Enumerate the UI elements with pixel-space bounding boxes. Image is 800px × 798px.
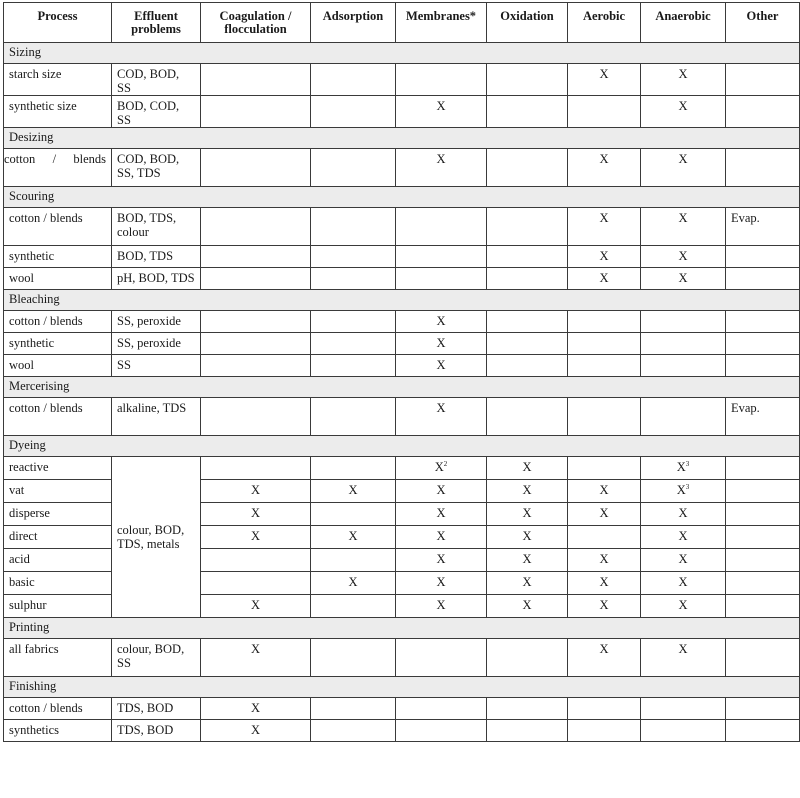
mark-cell xyxy=(641,503,726,526)
table-row xyxy=(4,149,800,187)
mark-text: X xyxy=(678,598,688,612)
mark-text: X xyxy=(599,271,609,285)
process-cell: wool xyxy=(4,355,112,377)
section-title: Desizing xyxy=(4,128,800,149)
section-row xyxy=(4,677,800,698)
mark-cell xyxy=(311,526,396,549)
mark-cell xyxy=(201,457,311,480)
mark-text: X xyxy=(250,506,261,520)
section-row xyxy=(4,43,800,64)
mark-cell xyxy=(396,246,487,268)
mark-cell xyxy=(396,639,487,677)
footnote-mark: 3 xyxy=(685,482,690,491)
process-cell: direct xyxy=(4,526,112,549)
mark-cell xyxy=(396,398,487,436)
header-other: Other xyxy=(726,3,800,43)
mark-cell xyxy=(568,720,641,742)
section-row xyxy=(4,377,800,398)
mark-cell xyxy=(641,208,726,246)
header-row xyxy=(4,3,800,43)
mark-cell xyxy=(568,698,641,720)
table-row xyxy=(4,64,800,96)
other-text: Evap. xyxy=(731,401,760,415)
other-cell xyxy=(726,503,800,526)
mark-cell xyxy=(487,246,568,268)
process-cell: synthetic xyxy=(4,246,112,268)
mark-text: X xyxy=(436,483,446,497)
mark-cell xyxy=(641,595,726,618)
mark-cell xyxy=(641,480,726,503)
mark-cell xyxy=(396,526,487,549)
mark-cell xyxy=(487,355,568,377)
mark-cell xyxy=(487,526,568,549)
mark-cell xyxy=(311,698,396,720)
mark-text: X xyxy=(436,152,446,166)
mark-cell xyxy=(311,311,396,333)
mark-cell xyxy=(568,64,641,96)
mark-text: X xyxy=(522,575,532,589)
effluent-cell: TDS, BOD xyxy=(112,720,201,742)
mark-text: X xyxy=(599,552,609,566)
table-row xyxy=(4,333,800,355)
mark-text: X xyxy=(599,67,609,81)
mark-cell xyxy=(201,96,311,128)
mark-cell xyxy=(568,268,641,290)
mark-cell xyxy=(641,526,726,549)
mark-cell xyxy=(487,639,568,677)
mark-text: X xyxy=(522,506,532,520)
section-title: Finishing xyxy=(4,677,800,698)
mark-cell xyxy=(311,503,396,526)
mark-cell xyxy=(568,311,641,333)
mark-text: X xyxy=(678,249,688,263)
mark-cell xyxy=(396,457,487,480)
table-row xyxy=(4,246,800,268)
table-row xyxy=(4,398,800,436)
mark-text: X xyxy=(436,336,446,350)
effluent-cell: SS, peroxide xyxy=(112,311,201,333)
mark-text: X xyxy=(599,483,609,497)
section-row xyxy=(4,436,800,457)
effluent-cell: SS xyxy=(112,355,201,377)
mark-cell xyxy=(201,503,311,526)
mark-text: X xyxy=(522,529,532,543)
table-row xyxy=(4,355,800,377)
mark-cell xyxy=(568,333,641,355)
process-cell: cotton / blends xyxy=(4,208,112,246)
other-cell xyxy=(726,64,800,96)
other-cell xyxy=(726,268,800,290)
mark-cell xyxy=(487,549,568,572)
header-membranes: Membranes* xyxy=(396,3,487,43)
mark-text: X xyxy=(676,483,686,497)
process-cell: cotton / blends xyxy=(4,311,112,333)
process-cell: basic xyxy=(4,572,112,595)
section-title: Sizing xyxy=(4,43,800,64)
mark-text: X xyxy=(678,642,688,656)
mark-text: X xyxy=(599,211,609,225)
mark-cell xyxy=(641,64,726,96)
mark-cell xyxy=(396,549,487,572)
process-cell: reactive xyxy=(4,457,112,480)
mark-cell xyxy=(568,246,641,268)
mark-cell xyxy=(487,268,568,290)
mark-cell xyxy=(641,457,726,480)
mark-cell xyxy=(396,208,487,246)
mark-cell xyxy=(487,720,568,742)
mark-cell xyxy=(201,526,311,549)
mark-cell xyxy=(311,595,396,618)
mark-cell xyxy=(487,503,568,526)
mark-text: X xyxy=(436,358,446,372)
mark-cell xyxy=(641,149,726,187)
process-cell: sulphur xyxy=(4,595,112,618)
mark-cell xyxy=(311,268,396,290)
mark-cell xyxy=(568,398,641,436)
mark-cell xyxy=(201,246,311,268)
other-cell xyxy=(726,572,800,595)
footnote-mark: 2 xyxy=(443,459,448,468)
mark-cell xyxy=(568,355,641,377)
mark-text: X xyxy=(250,598,261,612)
process-cell: vat xyxy=(4,480,112,503)
mark-cell xyxy=(201,149,311,187)
effluent-cell: pH, BOD, TDS xyxy=(112,268,201,290)
mark-cell xyxy=(568,457,641,480)
mark-cell xyxy=(311,149,396,187)
mark-cell xyxy=(487,311,568,333)
mark-cell xyxy=(396,480,487,503)
mark-cell xyxy=(487,398,568,436)
mark-text: X xyxy=(599,506,609,520)
mark-cell xyxy=(201,572,311,595)
header-coagulation-flocculation: Coagulation / flocculation xyxy=(201,3,311,43)
mark-cell xyxy=(201,595,311,618)
mark-cell xyxy=(641,572,726,595)
mark-cell xyxy=(311,64,396,96)
process-cell: synthetics xyxy=(4,720,112,742)
mark-cell xyxy=(201,549,311,572)
mark-text: X xyxy=(599,152,609,166)
mark-cell xyxy=(487,208,568,246)
other-cell xyxy=(726,457,800,480)
other-cell xyxy=(726,480,800,503)
mark-text: X xyxy=(678,152,688,166)
mark-cell xyxy=(641,96,726,128)
mark-cell xyxy=(641,398,726,436)
header-adsorption: Adsorption xyxy=(311,3,396,43)
mark-cell xyxy=(311,333,396,355)
mark-text: X xyxy=(436,314,446,328)
mark-cell xyxy=(311,398,396,436)
process-cell: synthetic size xyxy=(4,96,112,128)
mark-cell xyxy=(201,720,311,742)
other-cell xyxy=(726,398,800,436)
mark-text: X xyxy=(436,506,446,520)
header-anaerobic: Anaerobic xyxy=(641,3,726,43)
process-cell: synthetic xyxy=(4,333,112,355)
mark-cell xyxy=(568,208,641,246)
table-row xyxy=(4,311,800,333)
treatment-table-wrapper xyxy=(3,2,800,742)
mark-cell xyxy=(201,64,311,96)
effluent-cell: SS, peroxide xyxy=(112,333,201,355)
mark-text: X xyxy=(599,249,609,263)
table-row xyxy=(4,96,800,128)
mark-text: X xyxy=(436,598,446,612)
header-oxidation: Oxidation xyxy=(487,3,568,43)
table-row xyxy=(4,457,800,480)
mark-text: X xyxy=(522,552,532,566)
mark-cell xyxy=(396,698,487,720)
mark-cell xyxy=(311,457,396,480)
mark-cell xyxy=(311,355,396,377)
mark-cell xyxy=(487,698,568,720)
other-cell xyxy=(726,333,800,355)
mark-cell xyxy=(641,355,726,377)
mark-cell xyxy=(396,333,487,355)
mark-text: X xyxy=(250,529,261,543)
mark-text: X xyxy=(522,598,532,612)
mark-cell xyxy=(568,503,641,526)
header-aerobic: Aerobic xyxy=(568,3,641,43)
section-row xyxy=(4,290,800,311)
section-title: Mercerising xyxy=(4,377,800,398)
effluent-cell: COD, BOD, SS xyxy=(112,64,201,96)
effluent-cell: TDS, BOD xyxy=(112,698,201,720)
effluent-cell: COD, BOD, SS, TDS xyxy=(112,149,201,187)
footnote-mark: 3 xyxy=(685,459,690,468)
process-cell: all fabrics xyxy=(4,639,112,677)
process-cell: cotton / blends xyxy=(4,398,112,436)
header-effluent-problems: Effluent problems xyxy=(112,3,201,43)
mark-cell xyxy=(396,64,487,96)
mark-cell xyxy=(396,311,487,333)
table-row xyxy=(4,720,800,742)
mark-cell xyxy=(201,398,311,436)
mark-cell xyxy=(396,355,487,377)
mark-text: X xyxy=(250,483,261,497)
process-cell: starch size xyxy=(4,64,112,96)
effluent-cell: BOD, COD, SS xyxy=(112,96,201,128)
mark-text: X xyxy=(599,598,609,612)
mark-text: X xyxy=(599,642,609,656)
mark-cell xyxy=(568,96,641,128)
mark-cell xyxy=(201,311,311,333)
mark-text: X xyxy=(436,552,446,566)
treatment-table xyxy=(3,2,800,742)
mark-cell xyxy=(641,549,726,572)
mark-cell xyxy=(487,333,568,355)
other-cell xyxy=(726,549,800,572)
mark-text: X xyxy=(676,460,686,474)
other-cell xyxy=(726,96,800,128)
mark-text: X xyxy=(348,575,358,589)
mark-text: X xyxy=(678,211,688,225)
mark-text: X xyxy=(348,483,358,497)
mark-cell xyxy=(641,246,726,268)
section-title: Scouring xyxy=(4,187,800,208)
mark-cell xyxy=(487,96,568,128)
mark-text: X xyxy=(678,99,688,113)
mark-cell xyxy=(568,639,641,677)
other-cell xyxy=(726,639,800,677)
mark-cell xyxy=(487,572,568,595)
mark-text: X xyxy=(348,529,358,543)
mark-cell xyxy=(641,639,726,677)
table-body xyxy=(4,43,800,742)
mark-text: X xyxy=(250,723,261,737)
mark-text: X xyxy=(678,271,688,285)
process-cell: acid xyxy=(4,549,112,572)
mark-cell xyxy=(568,480,641,503)
mark-text: X xyxy=(522,460,532,474)
mark-cell xyxy=(311,572,396,595)
process-cell: cotton / blends xyxy=(4,698,112,720)
table-row xyxy=(4,208,800,246)
mark-text: X xyxy=(436,401,446,415)
mark-cell xyxy=(396,503,487,526)
other-cell xyxy=(726,208,800,246)
mark-cell xyxy=(311,639,396,677)
mark-cell xyxy=(568,149,641,187)
mark-cell xyxy=(487,595,568,618)
mark-text: X xyxy=(436,529,446,543)
section-title: Dyeing xyxy=(4,436,800,457)
mark-cell xyxy=(487,457,568,480)
effluent-cell: BOD, TDS xyxy=(112,246,201,268)
mark-cell xyxy=(487,64,568,96)
mark-cell xyxy=(201,639,311,677)
other-cell xyxy=(726,149,800,187)
other-cell xyxy=(726,595,800,618)
mark-text: X xyxy=(522,483,532,497)
mark-cell xyxy=(487,149,568,187)
effluent-cell-merged: colour, BOD, TDS, metals xyxy=(112,457,201,618)
mark-text: X xyxy=(250,701,261,715)
mark-cell xyxy=(641,333,726,355)
section-row xyxy=(4,618,800,639)
mark-cell xyxy=(487,480,568,503)
mark-text: X xyxy=(599,575,609,589)
mark-cell xyxy=(201,268,311,290)
section-row xyxy=(4,128,800,149)
effluent-cell: BOD, TDS, colour xyxy=(112,208,201,246)
mark-text: X xyxy=(678,506,688,520)
header-process: Process xyxy=(4,3,112,43)
mark-cell xyxy=(201,333,311,355)
mark-cell xyxy=(396,572,487,595)
mark-cell xyxy=(396,595,487,618)
other-cell xyxy=(726,311,800,333)
mark-cell xyxy=(641,268,726,290)
mark-cell xyxy=(311,549,396,572)
mark-text: X xyxy=(436,99,446,113)
mark-text: X xyxy=(678,575,688,589)
other-cell xyxy=(726,355,800,377)
effluent-cell: colour, BOD, SS xyxy=(112,639,201,677)
section-title: Printing xyxy=(4,618,800,639)
mark-cell xyxy=(396,96,487,128)
process-cell: cotton / blends xyxy=(4,149,112,187)
other-cell xyxy=(726,526,800,549)
mark-cell xyxy=(311,208,396,246)
mark-cell xyxy=(311,480,396,503)
mark-cell xyxy=(201,698,311,720)
mark-text: X xyxy=(436,575,446,589)
mark-cell xyxy=(396,149,487,187)
other-text: Evap. xyxy=(731,211,760,225)
mark-cell xyxy=(568,595,641,618)
mark-text: X xyxy=(678,529,688,543)
mark-cell xyxy=(311,96,396,128)
mark-cell xyxy=(311,720,396,742)
table-row xyxy=(4,698,800,720)
mark-cell xyxy=(311,246,396,268)
mark-text: X xyxy=(678,67,688,81)
process-cell: disperse xyxy=(4,503,112,526)
mark-cell xyxy=(201,480,311,503)
mark-cell xyxy=(201,355,311,377)
table-row xyxy=(4,639,800,677)
mark-cell xyxy=(568,526,641,549)
section-title: Bleaching xyxy=(4,290,800,311)
mark-cell xyxy=(568,572,641,595)
other-cell xyxy=(726,246,800,268)
mark-cell xyxy=(568,549,641,572)
mark-text: X xyxy=(434,460,444,474)
section-row xyxy=(4,187,800,208)
mark-cell xyxy=(396,720,487,742)
other-cell xyxy=(726,698,800,720)
table-row xyxy=(4,268,800,290)
process-cell: wool xyxy=(4,268,112,290)
other-cell xyxy=(726,720,800,742)
mark-cell xyxy=(641,698,726,720)
mark-text: X xyxy=(678,552,688,566)
mark-cell xyxy=(641,720,726,742)
mark-cell xyxy=(201,208,311,246)
mark-cell xyxy=(641,311,726,333)
effluent-cell: alkaline, TDS xyxy=(112,398,201,436)
mark-text: X xyxy=(250,642,261,656)
mark-cell xyxy=(396,268,487,290)
